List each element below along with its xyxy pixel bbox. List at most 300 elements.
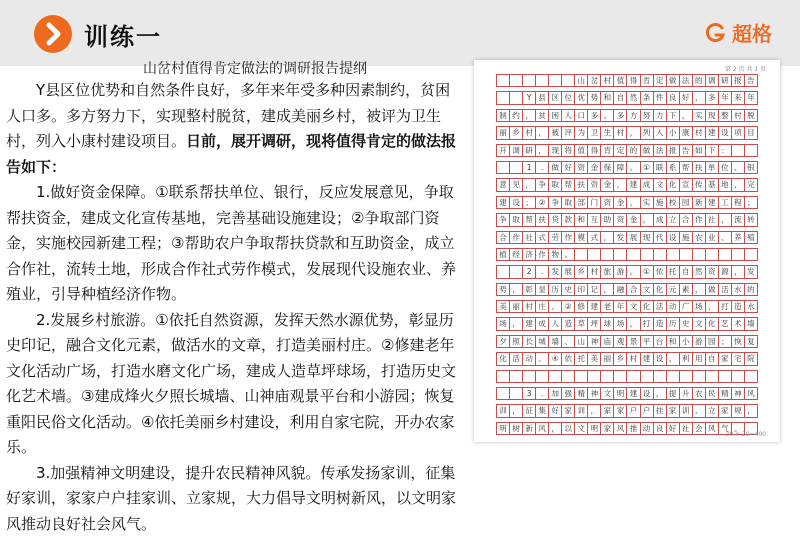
essay-cell: 建 (497, 197, 510, 208)
essay-cell: ② (562, 301, 575, 312)
essay-cell: 山 (575, 336, 588, 347)
essay-cell: 造 (654, 318, 667, 329)
essay-cell: 宣 (680, 179, 693, 190)
essay-cell: 用 (693, 353, 706, 364)
essay-cell: 风 (706, 423, 719, 434)
essay-cell: 金 (601, 179, 614, 190)
essay-cell: 强 (562, 388, 575, 399)
essay-cell (575, 249, 588, 260)
essay-cell: 口 (575, 110, 588, 121)
essay-cell: 家 (562, 405, 575, 416)
essay-row (496, 265, 758, 278)
essay-cell (497, 371, 510, 382)
essay-cell: 丽 (510, 301, 523, 312)
essay-row (496, 161, 758, 174)
essay-cell: 多 (588, 110, 601, 121)
essay-cell: 。 (732, 423, 745, 434)
essay-cell: 成 (654, 214, 667, 225)
essay-cell: 肯 (601, 145, 614, 156)
essay-cell: 如 (693, 145, 706, 156)
essay-cell: 乡 (510, 127, 523, 138)
essay-cell: 势 (497, 284, 510, 295)
essay-cell (497, 162, 510, 173)
essay-cell: 卫 (588, 127, 601, 138)
essay-cell: 术 (732, 318, 745, 329)
essay-cell (706, 249, 719, 260)
essay-cell: ， (510, 318, 523, 329)
intro-bold-text: 日前，展开调研，现将值得肯定的做法报告如下： (6, 132, 456, 176)
essay-cell: 立 (706, 405, 719, 416)
essay-row (496, 248, 758, 261)
essay-cell: . (536, 388, 549, 399)
essay-cell (680, 249, 693, 260)
essay-cell: 修 (575, 301, 588, 312)
essay-cell (654, 249, 667, 260)
essay-cell: 县 (536, 92, 549, 103)
essay-cell (497, 75, 510, 86)
essay-cell: 设 (510, 197, 523, 208)
essay-cell: 素 (680, 284, 693, 295)
essay-cell: 设 (719, 127, 732, 138)
essay-cell: Y (523, 92, 536, 103)
essay-cell: 村 (523, 127, 536, 138)
essay-cell: 托 (575, 353, 588, 364)
essay-cell: 岔 (588, 75, 601, 86)
essay-cell: 夕 (497, 336, 510, 347)
essay-cell: 的 (745, 284, 758, 295)
essay-cell: 水 (732, 284, 745, 295)
essay-cell: 力 (654, 110, 667, 121)
essay-cell: 来 (732, 92, 745, 103)
essay-cell: 做 (706, 284, 719, 295)
essay-cell: 建 (641, 353, 654, 364)
essay-cell: 的 (627, 145, 640, 156)
essay-cell: 款 (562, 214, 575, 225)
essay-cell: 下 (667, 110, 680, 121)
essay-cell: 整 (719, 110, 732, 121)
essay-cell: 风 (536, 423, 549, 434)
point-1: 1.做好资金保障。①联系帮扶单位、银行，反应发展意见，争取帮扶资金，建成文化宣传基地，完善基础设施建设；②争取部门资金，实施校园新建工程；③帮助农户争取帮扶贷款和互助资金，成立合作社，流转土地，形成合作社式劳作模式，发展现代设施农业、养殖业，引导种植经济作物。 (6, 180, 464, 308)
essay-cell: 依 (562, 353, 575, 364)
essay-cell: 。 (601, 110, 614, 121)
essay-cell: 好 (680, 92, 693, 103)
essay-cell: 3 (523, 388, 536, 399)
essay-cell: 评 (562, 127, 575, 138)
essay-cell: 流 (732, 214, 745, 225)
essay-cell: 部 (575, 197, 588, 208)
essay-cell (693, 371, 706, 382)
essay-cell (745, 145, 758, 156)
essay-cell (745, 249, 758, 260)
intro-text: Y县区位优势和自然条件良好，多年来年受多种因素制约，贫困人口多。多方努力下，实现整村脱贫，建成美丽乡村，被评为卫生村，列入小康村建设项目。 (6, 81, 450, 150)
essay-cell: ， (680, 110, 693, 121)
essay-cell: 扶 (693, 162, 706, 173)
essay-cell: ； (719, 336, 732, 347)
essay-cell: ④ (549, 353, 562, 364)
essay-row (496, 91, 758, 104)
essay-cell (510, 388, 523, 399)
essay-cell (706, 371, 719, 382)
essay-cell: ① (641, 266, 654, 277)
essay-cell: 金 (627, 214, 640, 225)
essay-cell: 和 (575, 214, 588, 225)
essay-cell (575, 371, 588, 382)
essay-cell: 转 (745, 214, 758, 225)
essay-cell: 脱 (745, 110, 758, 121)
essay-cell: 村 (614, 127, 627, 138)
essay-cell: 户 (627, 405, 640, 416)
essay-cell: 家 (719, 405, 732, 416)
essay-cell: 会 (693, 423, 706, 434)
essay-cell: 自 (680, 266, 693, 277)
essay-row (496, 317, 758, 330)
essay-cell: 水 (745, 301, 758, 312)
essay-cell: 征 (523, 405, 536, 416)
essay-cell: 被 (549, 127, 562, 138)
essay-cell: 、 (732, 162, 745, 173)
essay-cell: 依 (654, 266, 667, 277)
essay-cell: 庙 (601, 336, 614, 347)
essay-cell: 合 (627, 284, 640, 295)
essay-cell: ， (732, 179, 745, 190)
essay-cell: ， (641, 214, 654, 225)
essay-cell: 美 (497, 301, 510, 312)
essay-cell: 艺 (719, 318, 732, 329)
essay-cell: ； (745, 197, 758, 208)
essay-cell: 化 (497, 353, 510, 364)
essay-cell: 良 (667, 92, 680, 103)
essay-cell: 基 (706, 179, 719, 190)
essay-cell: 努 (641, 110, 654, 121)
essay-cell: 城 (536, 336, 549, 347)
essay-cell: 。 (536, 353, 549, 364)
essay-cell: 人 (562, 110, 575, 121)
essay-cell: 区 (549, 92, 562, 103)
essay-cell: 农 (693, 232, 706, 243)
essay-cell: ， (549, 423, 562, 434)
essay-cell: 金 (588, 162, 601, 173)
essay-cell: 复 (745, 336, 758, 347)
essay-cell: 方 (627, 110, 640, 121)
essay-cell: 长 (523, 336, 536, 347)
essay-cell: 、 (719, 232, 732, 243)
essay-cell: 活 (719, 284, 732, 295)
essay-cell: 照 (510, 336, 523, 347)
essay-cell: 目 (745, 127, 758, 138)
essay-cell (614, 249, 627, 260)
essay-cell: 告 (745, 75, 758, 86)
essay-cell: 定 (654, 75, 667, 86)
essay-cell: 文 (575, 423, 588, 434)
essay-cell: 2 (523, 266, 536, 277)
essay-cell: 生 (601, 127, 614, 138)
essay-cell: 源 (719, 266, 732, 277)
essay-cell: 取 (549, 179, 562, 190)
essay-cell: 村 (732, 110, 745, 121)
essay-cell: 研 (523, 145, 536, 156)
essay-cell: 将 (562, 145, 575, 156)
essay-cell: ： (719, 145, 732, 156)
essay-cell: 然 (627, 92, 640, 103)
essay-row (496, 335, 758, 348)
essay-cell: 好 (667, 423, 680, 434)
essay-cell (601, 371, 614, 382)
essay-cell: 作 (693, 214, 706, 225)
essay-cell: 为 (575, 127, 588, 138)
essay-cell: 明 (614, 388, 627, 399)
essay-cell: ， (510, 405, 523, 416)
essay-cell: 观 (614, 336, 627, 347)
essay-cell (732, 371, 745, 382)
essay-cell (510, 162, 523, 173)
essay-cell: ， (510, 284, 523, 295)
essay-cell: 设 (641, 388, 654, 399)
essay-cell: 彰 (523, 284, 536, 295)
essay-cell: 提 (667, 388, 680, 399)
essay-cell: 校 (667, 197, 680, 208)
essay-cell: 值 (614, 75, 627, 86)
essay-row (496, 196, 758, 209)
essay-cell: 做 (549, 162, 562, 173)
essay-cell: 以 (562, 423, 575, 434)
essay-cell: 印 (575, 284, 588, 295)
essay-cell: 丽 (601, 353, 614, 364)
essay-cell: 位 (562, 92, 575, 103)
essay-cell: 社 (680, 423, 693, 434)
essay-cell: 帮 (680, 162, 693, 173)
essay-cell: 精 (575, 388, 588, 399)
essay-cell: 资 (706, 266, 719, 277)
essay-cell: 家 (601, 423, 614, 434)
chevron-right-icon (34, 15, 72, 53)
essay-cell (627, 249, 640, 260)
essay-cell: 施 (680, 232, 693, 243)
essay-cell: 山 (575, 75, 588, 86)
essay-cell: 资 (575, 162, 588, 173)
essay-row (496, 178, 758, 191)
essay-cell: 墙 (549, 336, 562, 347)
essay-cell: ， (627, 197, 640, 208)
essay-cell (549, 371, 562, 382)
essay-cell: 打 (719, 301, 732, 312)
essay-cell (510, 371, 523, 382)
essay-cell: 现 (549, 145, 562, 156)
essay-cell: 历 (667, 318, 680, 329)
essay-cell: 优 (575, 92, 588, 103)
essay-cell (549, 75, 562, 86)
essay-cell: 文 (641, 284, 654, 295)
essay-cell: 动 (667, 301, 680, 312)
essay-cell: 多 (706, 92, 719, 103)
essay-cell (588, 371, 601, 382)
essay-cell: ， (693, 92, 706, 103)
essay-cell (510, 266, 523, 277)
essay-cell: 乡 (614, 353, 627, 364)
essay-cell: 自 (706, 353, 719, 364)
essay-cell (536, 371, 549, 382)
essay-cell (667, 371, 680, 382)
essay-row (496, 109, 758, 122)
essay-cell: 经 (510, 249, 523, 260)
essay-cell: 势 (588, 92, 601, 103)
essay-cell: 列 (641, 127, 654, 138)
essay-cell: 文 (693, 318, 706, 329)
essay-cell: 传 (693, 179, 706, 190)
essay-cell (654, 371, 667, 382)
essay-cell: 门 (588, 197, 601, 208)
essay-cell: ， (719, 214, 732, 225)
essay-cell: 神 (588, 336, 601, 347)
essay-cell: ， (523, 179, 536, 190)
essay-cell: 地 (719, 179, 732, 190)
essay-cell: 良 (654, 423, 667, 434)
essay-cell: 完 (745, 179, 758, 190)
essay-cell: ， (745, 405, 758, 416)
essay-cell: ， (536, 127, 549, 138)
essay-cell: 保 (601, 162, 614, 173)
essay-cell: 养 (732, 232, 745, 243)
essay-cell: 和 (601, 92, 614, 103)
essay-cell: 历 (549, 284, 562, 295)
essay-cell: ， (654, 388, 667, 399)
essay-cell: 家 (667, 405, 680, 416)
essay-cell: 村 (601, 75, 614, 86)
essay-cell: 得 (627, 75, 640, 86)
essay-cell: 研 (719, 75, 732, 86)
essay-cell: 打 (641, 318, 654, 329)
essay-cell: 开 (497, 145, 510, 156)
essay-cell: 墙 (745, 318, 758, 329)
essay-cell: 的 (693, 75, 706, 86)
essay-cell: 成 (641, 179, 654, 190)
essay-cell: 联 (654, 162, 667, 173)
essay-cell: 式 (536, 232, 549, 243)
essay-cell: 显 (536, 284, 549, 295)
essay-cell: 造 (732, 301, 745, 312)
essay-cell: 场 (614, 318, 627, 329)
essay-cell: 做 (667, 75, 680, 86)
essay-cell: 化 (706, 318, 719, 329)
essay-cell (562, 371, 575, 382)
essay-cell: 气 (719, 423, 732, 434)
essay-cell: 发 (614, 232, 627, 243)
essay-cell: 建 (523, 318, 536, 329)
essay-cell: 训 (575, 405, 588, 416)
essay-cell: 文 (654, 179, 667, 190)
essay-cell: 户 (641, 405, 654, 416)
essay-cell: 。 (562, 249, 575, 260)
essay-row (496, 404, 758, 417)
intro-paragraph (6, 78, 464, 180)
essay-cell: 下 (706, 145, 719, 156)
essay-cell: 化 (667, 179, 680, 190)
essay-cell: 平 (641, 336, 654, 347)
essay-cell: 广 (680, 301, 693, 312)
essay-cell: 人 (549, 318, 562, 329)
essay-cell: 作 (562, 232, 575, 243)
essay-cell: 定 (614, 145, 627, 156)
essay-cell (641, 371, 654, 382)
essay-cell: 小 (667, 127, 680, 138)
essay-cell (732, 249, 745, 260)
essay-cell (745, 371, 758, 382)
essay-cell: 扶 (536, 214, 549, 225)
essay-row (496, 213, 758, 226)
essay-row (496, 300, 758, 313)
essay-cell: 多 (614, 110, 627, 121)
essay-cell: 自 (614, 92, 627, 103)
essay-cell: 坪 (588, 318, 601, 329)
essay-cell (614, 371, 627, 382)
essay-row (496, 370, 758, 383)
essay-cell: 村 (523, 301, 536, 312)
essay-cell: 发 (549, 266, 562, 277)
essay-cell: 乡 (575, 266, 588, 277)
essay-cell: 施 (654, 197, 667, 208)
essay-cell: 庄 (536, 301, 549, 312)
essay-cell: 加 (549, 388, 562, 399)
document-body (6, 78, 464, 537)
essay-cell: 作 (536, 249, 549, 260)
essay-cell: 立 (667, 214, 680, 225)
essay-cell: 史 (680, 318, 693, 329)
essay-cell: 资 (588, 179, 601, 190)
essay-cell: 动 (641, 423, 654, 434)
essay-cell: 年 (614, 301, 627, 312)
point-2: 2.发展乡村旅游。①依托自然资源，发挥天然水源优势，彰显历史印记，融合文化元素，做活水的文章，打造美丽村庄。②修建老年文化活动广场，打造水磨文化广场，建成人造草坪球场，打造历史文化艺术墙。③建成烽火夕照长城墙、山神庙观景平台和小游园；恢复重阳民俗文化活动。④依托美丽乡村建设，利用自家宅院，开办农家乐。 (6, 308, 464, 461)
essay-cell: 村 (627, 353, 640, 364)
essay-cell: 台 (654, 336, 667, 347)
essay-cell: 恢 (732, 336, 745, 347)
essay-cell: 设 (654, 353, 667, 364)
essay-cell: ， (523, 110, 536, 121)
essay-cell: 树 (510, 423, 523, 434)
essay-cell: 园 (680, 197, 693, 208)
essay-cell: 现 (706, 110, 719, 121)
essay-cell: 草 (575, 318, 588, 329)
essay-row (496, 231, 758, 244)
essay-cell: 精 (719, 388, 732, 399)
essay-cell: 训 (680, 405, 693, 416)
essay-cell: 建 (627, 179, 640, 190)
essay-cell: 造 (562, 318, 575, 329)
essay-cell: 神 (732, 388, 745, 399)
essay-cell: ， (601, 232, 614, 243)
essay-row (496, 126, 758, 139)
essay-cell: ， (536, 145, 549, 156)
essay-cell: 银 (745, 162, 758, 173)
lesson-title: 训练一 (84, 17, 162, 52)
essay-cell (680, 371, 693, 382)
essay-cell: 。 (549, 301, 562, 312)
essay-cell: 作 (510, 232, 523, 243)
essay-cell: 1 (523, 162, 536, 173)
essay-cell: 值 (575, 145, 588, 156)
essay-cell: 。 (627, 266, 640, 277)
essay-cell: 建 (627, 388, 640, 399)
essay-cell: ， (601, 284, 614, 295)
essay-cell (588, 249, 601, 260)
essay-cell: 活 (510, 353, 523, 364)
essay-cell: 调 (510, 145, 523, 156)
essay-cell: 业 (706, 232, 719, 243)
header-band (0, 0, 800, 66)
essay-cell: 制 (497, 110, 510, 121)
essay-cell: 化 (654, 284, 667, 295)
essay-cell: 现 (641, 232, 654, 243)
essay-footer-label: 20 × 20=400 (725, 431, 766, 438)
essay-cell: 旅 (601, 266, 614, 277)
